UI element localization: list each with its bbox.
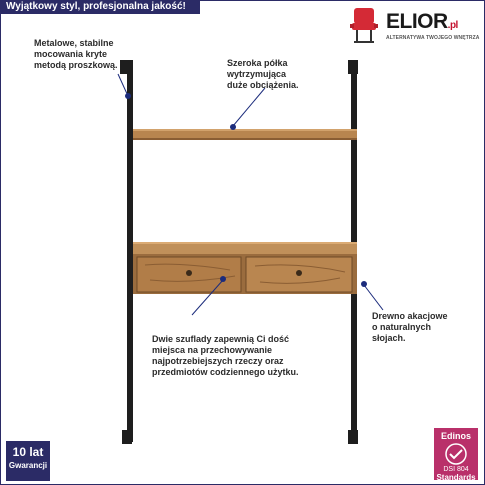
certificate-code: DSI 804 xyxy=(443,466,469,473)
callout-dot-metal xyxy=(125,93,131,99)
warranty-label: Gwarancji xyxy=(8,461,48,470)
callout-wide-shelf: Szeroka półka wytrzymująca duże obciążenia. xyxy=(227,58,299,90)
left-drawer-knob xyxy=(186,270,192,276)
callout-metal-frame: Metalowe, stabilne mocowania kryte metodą proszkową. xyxy=(34,38,118,70)
callout-wood: Drewno akacjowe o naturalnych słojach. xyxy=(372,311,448,343)
callout-dot-shelf xyxy=(230,124,236,130)
certificate-seal-icon xyxy=(441,443,471,465)
certificate-badge xyxy=(434,428,478,480)
certificate-label: Standards xyxy=(436,473,476,482)
warranty-badge xyxy=(6,441,50,481)
left-rail xyxy=(127,60,133,442)
logo-wordmark: ELIOR.pl xyxy=(386,10,458,33)
headline-banner: Wyjątkowy styl, profesjonalna jakość! xyxy=(0,0,200,14)
warranty-years: 10 lat xyxy=(12,445,44,459)
right-drawer-knob xyxy=(296,270,302,276)
logo-tagline: ALTERNATYWA TWOJEGO WNĘTRZA xyxy=(386,35,480,41)
callout-dot-drawers xyxy=(220,276,226,282)
callout-drawers: Dwie szuflady zapewnią Ci dość miejsca na przechowywanie najpotrzebiejszych rzeczy oraz przedmiotów codziennego użytku. xyxy=(152,334,299,377)
certificate-brand: Edinos xyxy=(440,431,471,441)
callout-dot-wood xyxy=(361,281,367,287)
